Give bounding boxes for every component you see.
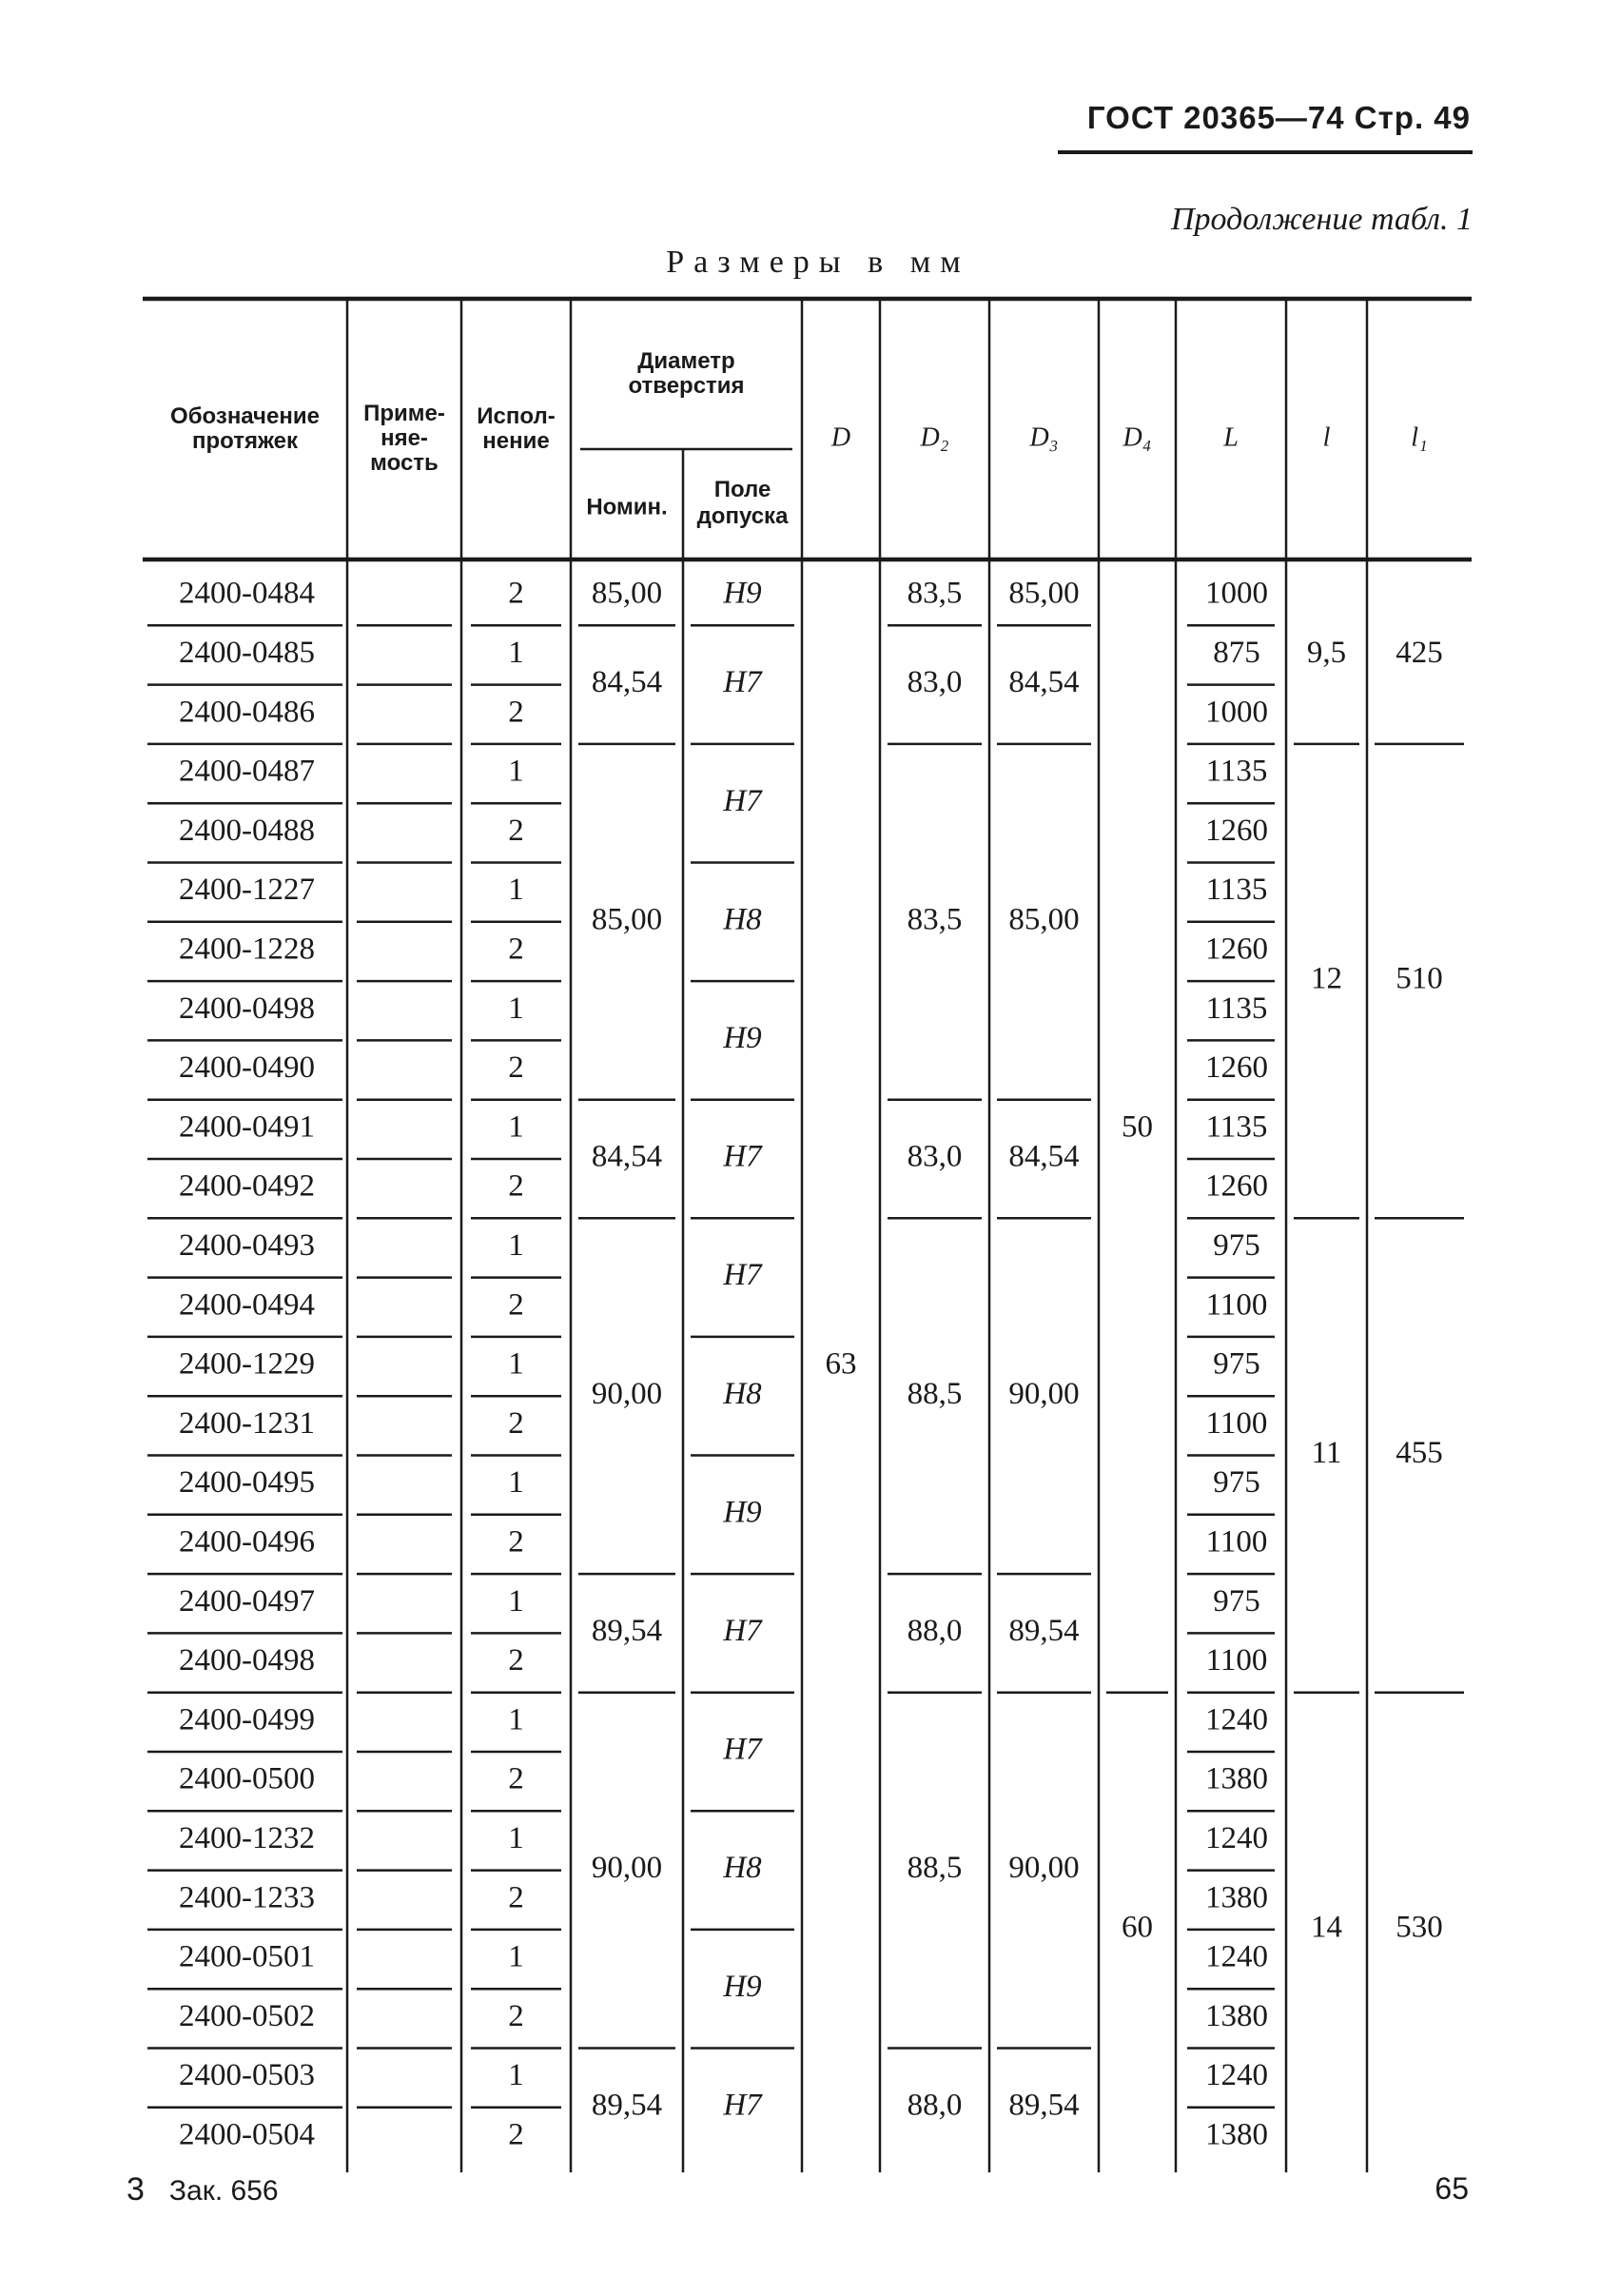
length-L-cell: 1260 (1205, 932, 1268, 967)
tolerance-cell: H7 (723, 1258, 762, 1293)
length-L-cell: 975 (1213, 1583, 1260, 1619)
version-cell: 1 (508, 873, 524, 908)
version-cell: 1 (508, 1346, 524, 1382)
tolerance-cell: H8 (723, 1376, 762, 1411)
version-cell: 2 (508, 1880, 524, 1915)
length-L-cell: 1240 (1205, 1821, 1268, 1856)
D4-cell: 60 (1122, 1910, 1153, 1945)
version-cell: 1 (508, 1939, 524, 1974)
D2-cell: 83,0 (907, 1139, 963, 1174)
header-designation: Обозначение протяжек (170, 403, 320, 455)
designation-cell: 2400-1228 (179, 932, 315, 967)
version-cell: 1 (508, 1702, 524, 1737)
length-L-cell: 1100 (1205, 1524, 1268, 1560)
D2-cell: 88,0 (907, 2088, 963, 2123)
length-L-cell: 1100 (1205, 1405, 1268, 1441)
length-L-cell: 1100 (1205, 1643, 1268, 1678)
designation-cell: 2400-0499 (179, 1702, 315, 1737)
l1-cell: 510 (1396, 961, 1443, 996)
length-L-cell: 1135 (1205, 754, 1268, 789)
designation-cell: 2400-0487 (179, 754, 315, 789)
header-D3: D₃ (1029, 422, 1059, 453)
tolerance-cell: H7 (723, 1139, 762, 1174)
l-cell: 14 (1311, 1910, 1342, 1945)
version-cell: 2 (508, 932, 524, 967)
D3-cell: 85,00 (1008, 902, 1080, 937)
designation-cell: 2400-0495 (179, 1465, 315, 1501)
header-version: Испол-нение (477, 403, 556, 455)
tolerance-cell: H9 (723, 1969, 762, 2004)
header-D2: D₂ (920, 422, 949, 453)
header-D4: D₄ (1122, 422, 1152, 453)
designation-cell: 2400-0503 (179, 2058, 315, 2093)
version-cell: 1 (508, 1821, 524, 1856)
version-cell: 2 (508, 1524, 524, 1560)
length-L-cell: 1240 (1205, 1702, 1268, 1737)
length-L-cell: 1380 (1205, 2117, 1268, 2152)
version-cell: 2 (508, 1168, 524, 1204)
l-cell: 9,5 (1306, 636, 1347, 671)
D3-cell: 90,00 (1008, 1851, 1080, 1886)
tolerance-cell: H8 (723, 902, 762, 937)
l-cell: 11 (1311, 1436, 1342, 1471)
version-cell: 1 (508, 1228, 524, 1264)
standard-number: ГОСТ 20365—74 (1086, 100, 1345, 135)
length-L-cell: 1135 (1205, 873, 1268, 908)
designation-cell: 2400-0494 (179, 1287, 315, 1323)
length-L-cell: 875 (1213, 636, 1260, 671)
version-cell: 1 (508, 754, 524, 789)
D3-cell: 89,54 (1008, 1613, 1080, 1648)
version-cell: 1 (508, 1583, 524, 1619)
designation-cell: 2400-0485 (179, 636, 315, 671)
nominal-diameter-cell: 85,00 (591, 576, 663, 611)
tolerance-cell: H7 (723, 665, 762, 700)
version-cell: 2 (508, 1287, 524, 1323)
units-caption: Размеры в мм (666, 245, 970, 280)
version-cell: 2 (508, 813, 524, 848)
designation-cell: 2400-0484 (179, 576, 315, 611)
version-cell: 2 (508, 2117, 524, 2152)
header-nominal: Номин. (586, 494, 668, 520)
designation-cell: 2400-1231 (179, 1405, 315, 1441)
version-cell: 2 (508, 1050, 524, 1086)
length-L-cell: 1260 (1205, 1050, 1268, 1086)
nominal-diameter-cell: 90,00 (591, 1851, 663, 1886)
length-L-cell: 975 (1213, 1228, 1260, 1264)
version-cell: 1 (508, 991, 524, 1026)
tolerance-cell: H9 (723, 1020, 762, 1055)
designation-cell: 2400-0492 (179, 1168, 315, 1204)
designation-cell: 2400-0486 (179, 695, 315, 730)
nominal-diameter-cell: 84,54 (591, 665, 663, 700)
header-hole-diameter: Диаметр отверстия (628, 348, 745, 400)
version-cell: 2 (508, 1761, 524, 1796)
designation-cell: 2400-0496 (179, 1524, 315, 1560)
print-footer (127, 2171, 279, 2209)
length-L-cell: 1380 (1205, 1761, 1268, 1796)
designation-cell: 2400-0493 (179, 1228, 315, 1264)
D3-cell: 84,54 (1008, 665, 1080, 700)
sheet-number: 3 (127, 2171, 145, 2208)
header-tolerance: Поле допуска (696, 477, 789, 530)
page-number: 65 (1435, 2171, 1469, 2206)
l1-cell: 455 (1396, 1436, 1443, 1471)
version-cell: 1 (508, 636, 524, 671)
tolerance-cell: H7 (723, 1732, 762, 1767)
length-L-cell: 1260 (1205, 813, 1268, 848)
D3-cell: 90,00 (1008, 1376, 1080, 1411)
header-L: L (1223, 422, 1239, 453)
tolerance-cell: H7 (723, 1613, 762, 1648)
D3-cell: 85,00 (1008, 576, 1080, 611)
designation-cell: 2400-0488 (179, 813, 315, 848)
nominal-diameter-cell: 89,54 (591, 1613, 663, 1648)
header-l: l (1322, 422, 1331, 453)
header-applicability: Приме-няе-мость (363, 401, 445, 477)
l1-cell: 530 (1396, 1910, 1443, 1945)
designation-cell: 2400-1233 (179, 1880, 315, 1915)
length-L-cell: 975 (1213, 1346, 1260, 1382)
designation-cell: 2400-0498 (179, 1643, 315, 1678)
designation-cell: 2400-0502 (179, 1998, 315, 2033)
tolerance-cell: H7 (723, 783, 762, 818)
D2-cell: 88,5 (907, 1851, 963, 1886)
l1-cell: 425 (1396, 636, 1443, 671)
length-L-cell: 1240 (1205, 2058, 1268, 2093)
D2-cell: 88,5 (907, 1376, 963, 1411)
D2-cell: 88,0 (907, 1613, 963, 1648)
D2-cell: 83,5 (907, 902, 963, 937)
designation-cell: 2400-0501 (179, 1939, 315, 1974)
length-L-cell: 1240 (1205, 1939, 1268, 1974)
length-L-cell: 1000 (1205, 576, 1268, 611)
version-cell: 2 (508, 576, 524, 611)
tolerance-cell: H8 (723, 1851, 762, 1886)
designation-cell: 2400-0500 (179, 1761, 315, 1796)
version-cell: 2 (508, 695, 524, 730)
designation-cell: 2400-1227 (179, 873, 315, 908)
version-cell: 2 (508, 1998, 524, 2033)
designation-cell: 2400-0490 (179, 1050, 315, 1086)
designation-cell: 2400-0491 (179, 1109, 315, 1145)
version-cell: 1 (508, 1109, 524, 1145)
length-L-cell: 1135 (1205, 1109, 1268, 1145)
designation-cell: 2400-0504 (179, 2117, 315, 2152)
designation-cell: 2400-1232 (179, 1821, 315, 1856)
length-L-cell: 1380 (1205, 1998, 1268, 2033)
tolerance-cell: H7 (723, 2088, 762, 2123)
l-cell: 12 (1311, 961, 1342, 996)
nominal-diameter-cell: 84,54 (591, 1139, 663, 1174)
header-l1: l₁ (1411, 422, 1428, 453)
length-L-cell: 1000 (1205, 695, 1268, 730)
nominal-diameter-cell: 89,54 (591, 2088, 663, 2123)
D-cell: 63 (825, 1346, 857, 1382)
length-L-cell: 1135 (1205, 991, 1268, 1026)
version-cell: 2 (508, 1643, 524, 1678)
designation-cell: 2400-0497 (179, 1583, 315, 1619)
length-L-cell: 1260 (1205, 1168, 1268, 1204)
order-number: Зак. 656 (168, 2175, 279, 2207)
table-continuation-note: Продолжение табл. 1 (1170, 202, 1473, 237)
nominal-diameter-cell: 85,00 (591, 902, 663, 937)
tolerance-cell: H9 (723, 1495, 762, 1530)
D3-cell: 89,54 (1008, 2088, 1080, 2123)
length-L-cell: 975 (1213, 1465, 1260, 1501)
D2-cell: 83,0 (907, 665, 963, 700)
length-L-cell: 1100 (1205, 1287, 1268, 1323)
nominal-diameter-cell: 90,00 (591, 1376, 663, 1411)
page-reference: Стр. 49 (1354, 100, 1471, 135)
designation-cell: 2400-1229 (179, 1346, 315, 1382)
D4-cell: 50 (1122, 1109, 1153, 1145)
version-cell: 1 (508, 2058, 524, 2093)
tolerance-cell: H9 (723, 576, 762, 611)
D2-cell: 83,5 (907, 576, 963, 611)
length-L-cell: 1380 (1205, 1880, 1268, 1915)
version-cell: 1 (508, 1465, 524, 1501)
D3-cell: 84,54 (1008, 1139, 1080, 1174)
version-cell: 2 (508, 1405, 524, 1441)
designation-cell: 2400-0498 (179, 991, 315, 1026)
header-D: D (830, 422, 851, 453)
